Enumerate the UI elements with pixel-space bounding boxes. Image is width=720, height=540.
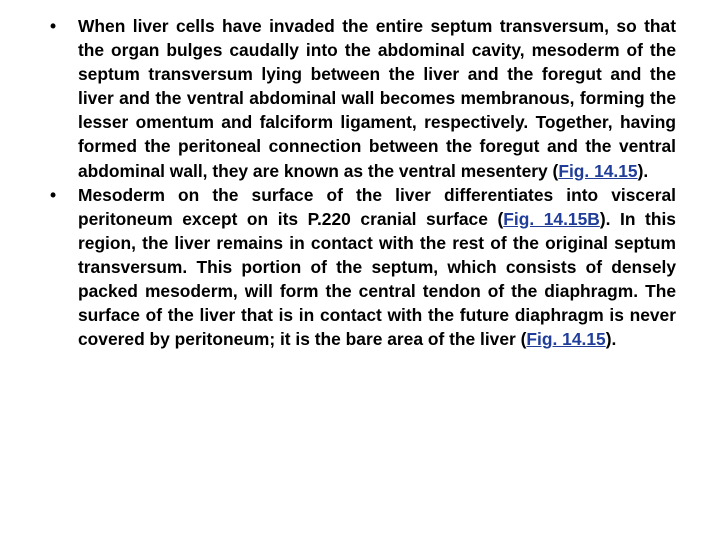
bullet-bare-area xyxy=(46,183,676,352)
figure-link[interactable]: Fig. 14.15B xyxy=(503,208,600,229)
bullet-text-middle-2: ). In this region, the liver remains in contact with the rest of the original septum transversum. This portion of the septum, which consists of densely packed mesoderm, will form the central tendon of the diaphragm. The surface of the liver that is in contact with the future diaphragm is never covered by peritoneum; it is the bare area of the liver ( xyxy=(78,208,676,350)
bullet-text-end: ). xyxy=(605,329,617,350)
figure-link-2[interactable]: Fig. 14.15 xyxy=(526,329,606,350)
slide-content xyxy=(46,14,676,351)
bullet-dot: • xyxy=(50,184,57,205)
bullet-text-middle: cranial surface ( xyxy=(350,208,504,229)
bullet-ventral-mesentery xyxy=(46,14,676,183)
bullet-text-end: ). xyxy=(637,160,649,181)
figure-link[interactable]: Fig. 14.15 xyxy=(558,160,638,181)
bullet-text: When liver cells have invaded the entire septum transversum, so that the organ bulges caudally into the abdominal cavity, mesoderm of the septum transversum lying between the liver and the foregut and the liver and the ventral abdominal wall becomes membranous, forming the lesser omentum and falciform ligament, respectively. Together, having formed the peritoneal connection between the foregut and the ventral abdominal wall, they are known as the ventral mesentery ( xyxy=(78,16,676,181)
bullet-text: Mesoderm on the surface of the liver differentiates into visceral peritoneum except on its xyxy=(78,184,676,229)
page-marker: P.220 xyxy=(307,208,351,229)
bullet-dot: • xyxy=(50,16,57,36)
